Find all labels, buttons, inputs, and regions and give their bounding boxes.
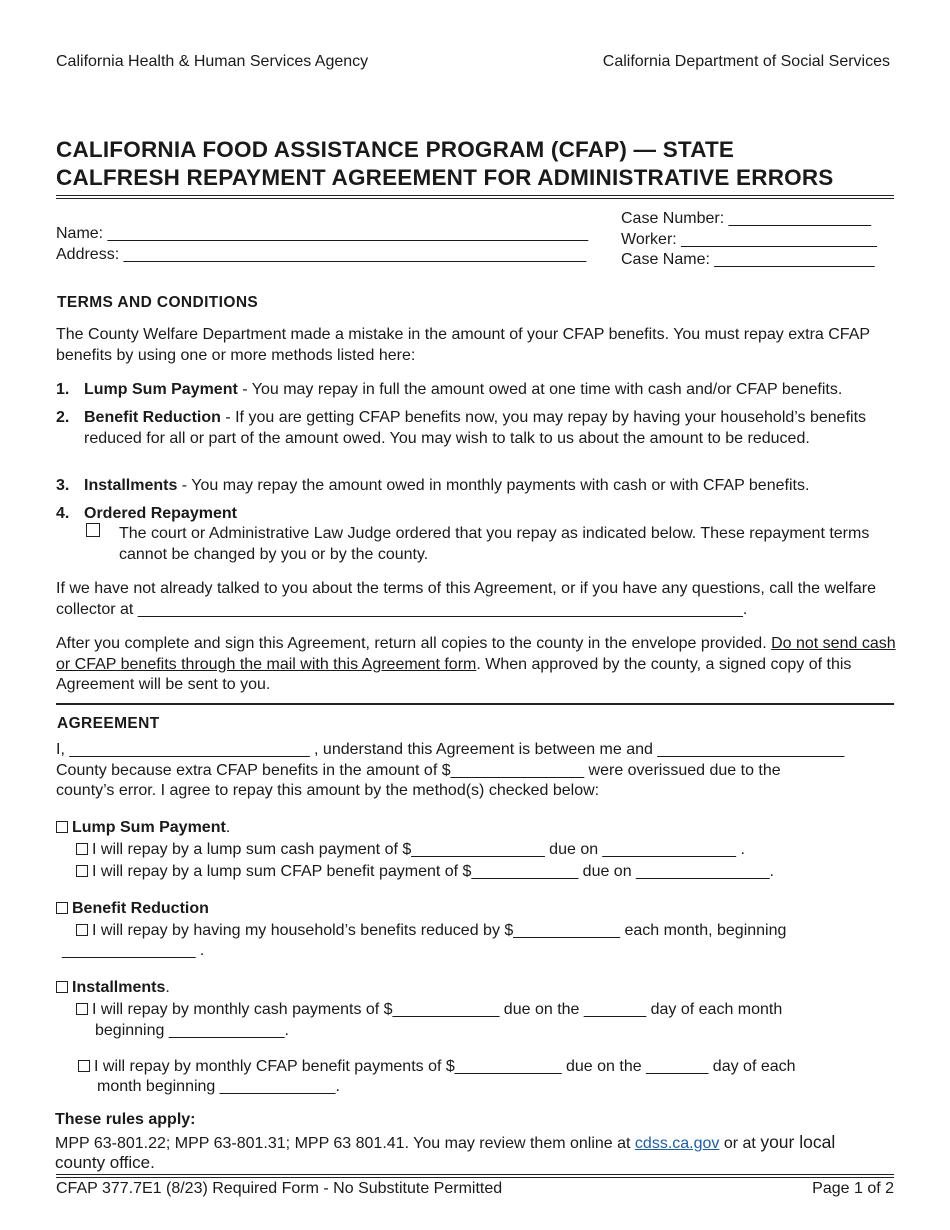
installments-cash-text: I will repay by monthly cash payments of $____________ due on the _______ day of each month (92, 1001, 783, 1018)
checkbox-icon[interactable] (78, 1060, 90, 1072)
page-number: Page 1 of 2 (812, 1180, 894, 1197)
rules-text (55, 1132, 835, 1153)
rules-text-after: or at (719, 1135, 761, 1152)
checkbox-icon[interactable] (76, 865, 88, 877)
agreement-line3: county’s error. I agree to repay this amount by the method(s) checked below: (56, 782, 600, 799)
title-divider (56, 195, 894, 199)
checkbox-icon[interactable] (56, 821, 68, 833)
footer-divider (56, 1174, 894, 1178)
list-item-number: 2. (56, 409, 70, 426)
agreement-line2: County because extra CFAP benefits in the amount of $_______________ were overissued due to the (56, 762, 781, 779)
lump-sum-option[interactable]: Lump Sum Payment. (56, 819, 230, 837)
name-field[interactable]: Name: ______________________________________________________ (56, 225, 589, 242)
rules-citations: MPP 63-801.22; MPP 63-801.31; MPP 63 801.41. You may review them online at (55, 1135, 635, 1152)
contact-paragraph: If we have not already talked to you about the terms of this Agreement, or if you have any questions, call the welfare collector at ____________________________________________________________________. (56, 580, 877, 618)
list-item-text: - You may repay the amount owed in monthly payments with cash or with CFAP benefits. (177, 477, 810, 494)
list-item-number: 3. (56, 477, 70, 494)
address-field[interactable]: Address: ____________________________________________________ (56, 246, 587, 263)
return-paragraph (56, 634, 896, 696)
rules-heading: These rules apply: (55, 1111, 196, 1128)
checkbox-icon[interactable] (76, 1003, 88, 1015)
list-item-label: Ordered Repayment (84, 505, 237, 522)
terms-heading: TERMS AND CONDITIONS (57, 294, 259, 311)
case-name-field[interactable]: Case Name: __________________ (621, 251, 875, 268)
list-item-number: 1. (56, 381, 70, 398)
benefit-reduction-text: I will repay by having my household’s benefits reduced by $____________ each month, beginning (92, 922, 787, 939)
checkbox-icon[interactable] (76, 924, 88, 936)
checkbox-icon[interactable] (76, 843, 88, 855)
cdss-link[interactable]: cdss.ca.gov (634, 1135, 720, 1152)
return-warning: Do not send cash or CFAP benefits through the mail with this Agreement form (56, 635, 896, 673)
checkbox-icon[interactable] (56, 981, 68, 993)
installments-cash-text-cont: beginning _____________. (95, 1022, 289, 1039)
benefit-reduction-text-cont: _______________ . (62, 942, 205, 959)
installments-cfap-option[interactable] (78, 1058, 796, 1076)
list-item (56, 408, 906, 447)
lump-sum-label: Lump Sum Payment (72, 819, 226, 836)
list-item-label: Installments (84, 477, 178, 494)
list-item-text: - If you are getting CFAP benefits now, you may repay by having your household’s benefits reduced for all or part of the amount owed. You may wish to talk to us about the amount to be reduced. (84, 409, 867, 447)
department-name: California Department of Social Services (602, 53, 890, 70)
lump-sum-cfap-option[interactable] (76, 863, 774, 881)
agreement-heading: AGREEMENT (57, 715, 160, 732)
form-title-line2: CALFRESH REPAYMENT AGREEMENT FOR ADMINISTRATIVE ERRORS (56, 165, 834, 190)
list-item-label: Benefit Reduction (84, 409, 221, 426)
installments-label: Installments (72, 979, 166, 996)
installments-cfap-text-cont: month beginning _____________. (97, 1078, 340, 1095)
list-item (56, 476, 906, 497)
lump-sum-cash-option[interactable] (76, 841, 745, 859)
agreement-line1: I, ___________________________ , understand this Agreement is between me and _____________________ (56, 741, 845, 758)
ordered-repayment-checkbox[interactable] (86, 523, 104, 541)
list-item (56, 380, 906, 401)
return-text-post: . When approved by the county, a signed copy of this Agreement will be sent to you. (56, 655, 852, 693)
ordered-repayment-text: The court or Administrative Law Judge ordered that you repay as indicated below. These repayment terms cannot be changed by you or by the county. (119, 525, 870, 563)
rules-text-line2: county office. (55, 1153, 155, 1172)
list-item-text: - You may repay in full the amount owed at one time with cash and/or CFAP benefits. (237, 381, 843, 398)
list-item (56, 504, 906, 525)
list-item-number: 4. (56, 505, 70, 522)
installments-cfap-text: I will repay by monthly CFAP benefit payments of $____________ due on the _______ day of each (94, 1058, 796, 1075)
lump-sum-cfap-text: I will repay by a lump sum CFAP benefit payment of $____________ due on _______________. (92, 863, 774, 880)
form-id: CFAP 377.7E1 (8/23) Required Form - No Substitute Permitted (56, 1180, 503, 1197)
return-text-pre: After you complete and sign this Agreement, return all copies to the county in the envelope provided. (56, 635, 772, 652)
checkbox-icon[interactable] (56, 902, 68, 914)
terms-intro: The County Welfare Department made a mistake in the amount of your CFAP benefits. You must repay extra CFAP benefits by using one or more methods listed here: (56, 326, 870, 364)
installments-cash-option[interactable] (76, 1001, 782, 1019)
benefit-reduction-sub-option[interactable] (76, 922, 786, 940)
checkbox-icon[interactable] (86, 523, 100, 537)
form-title-line1: CALIFORNIA FOOD ASSISTANCE PROGRAM (CFAP) — STATE (56, 137, 735, 162)
benefit-reduction-option[interactable] (56, 900, 209, 918)
lump-sum-cash-text: I will repay by a lump sum cash payment of $_______________ due on _______________ . (92, 841, 745, 858)
rules-text-end: your local (760, 1132, 836, 1152)
installments-option[interactable]: Installments. (56, 979, 170, 997)
section-divider (56, 703, 894, 705)
worker-field[interactable]: Worker: ______________________ (621, 231, 877, 248)
benefit-reduction-label: Benefit Reduction (72, 900, 209, 917)
form-title (56, 136, 834, 192)
list-item-label: Lump Sum Payment (84, 381, 238, 398)
case-number-field[interactable]: Case Number: ________________ (621, 210, 871, 227)
agency-name: California Health & Human Services Agency (56, 53, 369, 70)
